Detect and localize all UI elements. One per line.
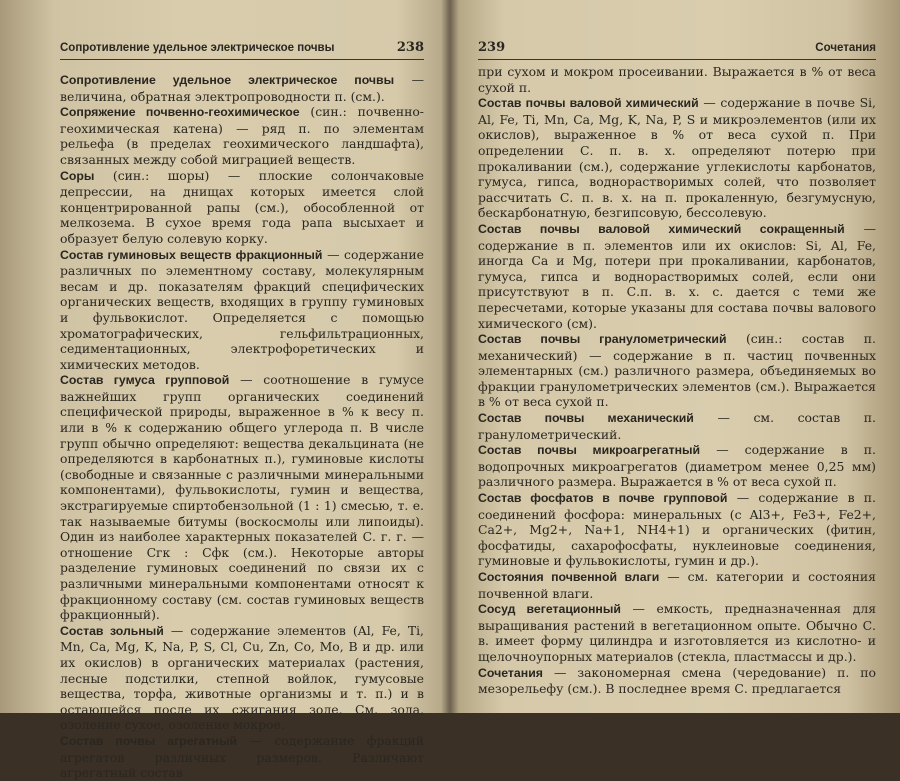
- right-page-number: 239: [478, 40, 506, 55]
- dictionary-entry: [478, 442, 876, 490]
- entry-term: Состав гумуса групповой: [60, 373, 230, 388]
- left-page: [0, 0, 448, 781]
- entry-text: — содержание элементов (Al, Fe, Ti, Mn, Ca, Mg, K, Na, P, S, Cl, Cu, Zn, Co, Mo, B и др. или их окислов) в органических материалах (растения, лесные подстилки, степной войлок, гумусовые вещества, торфа, животные организмы и т. п.) и в остающейся после их сжигания золе. См. зола, озоление сухое, озоление мокрое.: [60, 622, 424, 733]
- entry-term: Сосуд вегетационный: [478, 602, 621, 617]
- entry-text: — содержание в п. соединений фосфора: минеральных (с Al3+, Fe3+, Fe2+, Ca2+, Mg2+, Na+1, NH4+1) и органических (фитин, фосфатиды, сахарофосфаты, нуклеиновые соединения, гуминовые и фульвокислоты, гумин и др.).: [478, 490, 876, 569]
- left-header-title: Сопротивление удельное электрическое почвы: [60, 42, 335, 54]
- entry-term: Сопротивление удельное электрическое почвы: [60, 73, 395, 87]
- continued-entry-text: при сухом и мокром просеивании. Выражается в % от веса сухой п.: [478, 64, 876, 95]
- entry-text: — емкость, предназначенная для выращивания растений в вегетационном опыте. Обычно С. в. имеет форму цилиндра и изготовляется из кислотно- и щелочноупорных материалов (стекла, пластмассы и др.).: [478, 601, 877, 664]
- entry-term: Состав почвы микроагрегатный: [478, 443, 701, 458]
- entry-term: Сопряжение почвенно-геохимическое: [60, 105, 300, 120]
- entry-text: — содержание в почве Si, Al, Fe, Ti, Mn, Ca, Mg, K, Na, P, S и микроэлементов (или их окислов), выраженное в % от веса сухой п. При определении С. п. в. х. определяют потерю при прокаливании (см.), содержание углекислоты карбонатов, гумуса, гипса, воднорастворимых солей, что позволяет рассчитать С. п. в. х. на п. прокаленную, безгумусную, бескарбонатную, безгипсовую, бессолевую.: [478, 95, 876, 221]
- dictionary-entry: [478, 410, 876, 442]
- right-page-body: [478, 64, 876, 697]
- entry-term: Состав почвы гранулометрический: [478, 332, 727, 347]
- entry-term: Соры: [60, 168, 95, 183]
- entry-term: Состав гуминовых веществ фракционный: [60, 247, 323, 262]
- left-page-number: 238: [396, 40, 424, 55]
- right-header-title: Сочетания: [815, 42, 876, 54]
- left-page-body: [60, 72, 424, 781]
- entry-term: Состав почвы валовой химический: [478, 96, 699, 111]
- entry-text: — содержание в п. водопрочных микроагрегатов (диаметром менее 0,25 мм) различного размера. Выражается в % от веса сухой п.: [478, 442, 876, 490]
- entry-text: — соотношение в гумусе важнейших групп органических соединений специфической природы, выраженное в % к весу п. или в % к содержанию общего углерода п. В числе групп обычно определяют: вещества декальцината (не определяются в карбонатных п.), гуминовые кислоты (свободные и связанные с различными минеральными компонентами), фульвокислоты, гумин и вещества, экстрагируемые спиртобензольной (1 : 1) смесью, т. е. так называемые битумы (воскосмолы или липоиды). Один из наиболее характерных показателей С. г. г. — отношение Cгк : Cфк (см.). Некоторые авторы разделение гуминовых соединений по связи их с различными минеральными компонентами относят к фракционному составу (см. состав гуминовых веществ фракционный).: [60, 372, 424, 623]
- dictionary-entry: [60, 168, 424, 247]
- entry-text: (син.: почвенно-геохимическая катена) — ряд п. по элементам рельефа (в пределах геохимического ландшафта), связанных между собой миграцией веществ.: [60, 104, 424, 167]
- entry-term: Состав почвы валовой химический сокращенный: [478, 221, 845, 236]
- dictionary-entry: [478, 601, 876, 664]
- entry-term: Состав зольный: [60, 623, 164, 638]
- entry-term: Состав почвы механический: [478, 411, 694, 426]
- entry-text: (син.: шоры) — плоские солончаковые депрессии, на днищах которых имеется слой концентрированной рапы (см.), обособленной от мелкозема. В сухое время года рапа высыхает и образует белую солевую корку.: [60, 167, 424, 246]
- entry-text: (син.: состав п. механический) — содержание в п. частиц почвенных элементарных (см.) различного размера, объединяемых во фракции гранулометрических элементов (см.). Выражается в % от веса сухой п.: [478, 331, 876, 410]
- entry-text: — содержание в п. элементов или их окислов: Si, Al, Fe, иногда Ca и Mg, потери при прокаливании, карбонатов, гумуса, гипса и воднорастворимых солей, если они присутствуют в п. С.п. в. х. с. дается с теми же пересчетами, которые указаны для состава почвы валового химического (см).: [478, 220, 876, 331]
- right-page: [452, 0, 900, 713]
- entry-term: Состояния почвенной влаги: [478, 570, 660, 584]
- dictionary-entry: [60, 733, 424, 781]
- dictionary-entry: [60, 72, 424, 104]
- dictionary-entry: [60, 623, 424, 733]
- dictionary-entry: [478, 569, 876, 601]
- dictionary-entry: [60, 104, 424, 167]
- dictionary-entry: [478, 331, 876, 410]
- entry-text: — закономерная смена (чередование) п. по мезорельефу (см.). В последнее время С. предлагается: [478, 664, 876, 697]
- right-running-header: [478, 40, 876, 60]
- dictionary-entry: [478, 665, 876, 697]
- entry-text: — содержание различных по элементному составу, молекулярным весам и др. показателям фракций специфических органических веществ, входящих в группу гуминовых и фульвокислот. Определяется с помощью хроматографических, гельфильтрационных, седиментационных, электрофоретических и химических методов.: [60, 246, 424, 372]
- dictionary-entry: [478, 221, 876, 331]
- entry-term: Сочетания: [478, 665, 543, 680]
- dictionary-entry: [60, 247, 424, 373]
- dictionary-entry: [60, 372, 424, 623]
- entry-text: — см. состав п. гранулометрический.: [478, 410, 876, 442]
- entry-term: Состав почвы агрегатный: [60, 733, 238, 748]
- left-running-header: [60, 40, 424, 60]
- entry-text: — см. категории и состояния почвенной влаги.: [478, 569, 876, 601]
- entry-term: Состав фосфатов в почве групповой: [478, 491, 728, 506]
- dictionary-entry: [478, 490, 876, 569]
- entry-text: — содержание фракций агрегатов различных размеров. Различают агрегатный состав: [60, 732, 424, 781]
- dictionary-entry: [478, 95, 876, 221]
- entry-text: — величина, обратная электропроводности п. (см.).: [60, 72, 424, 104]
